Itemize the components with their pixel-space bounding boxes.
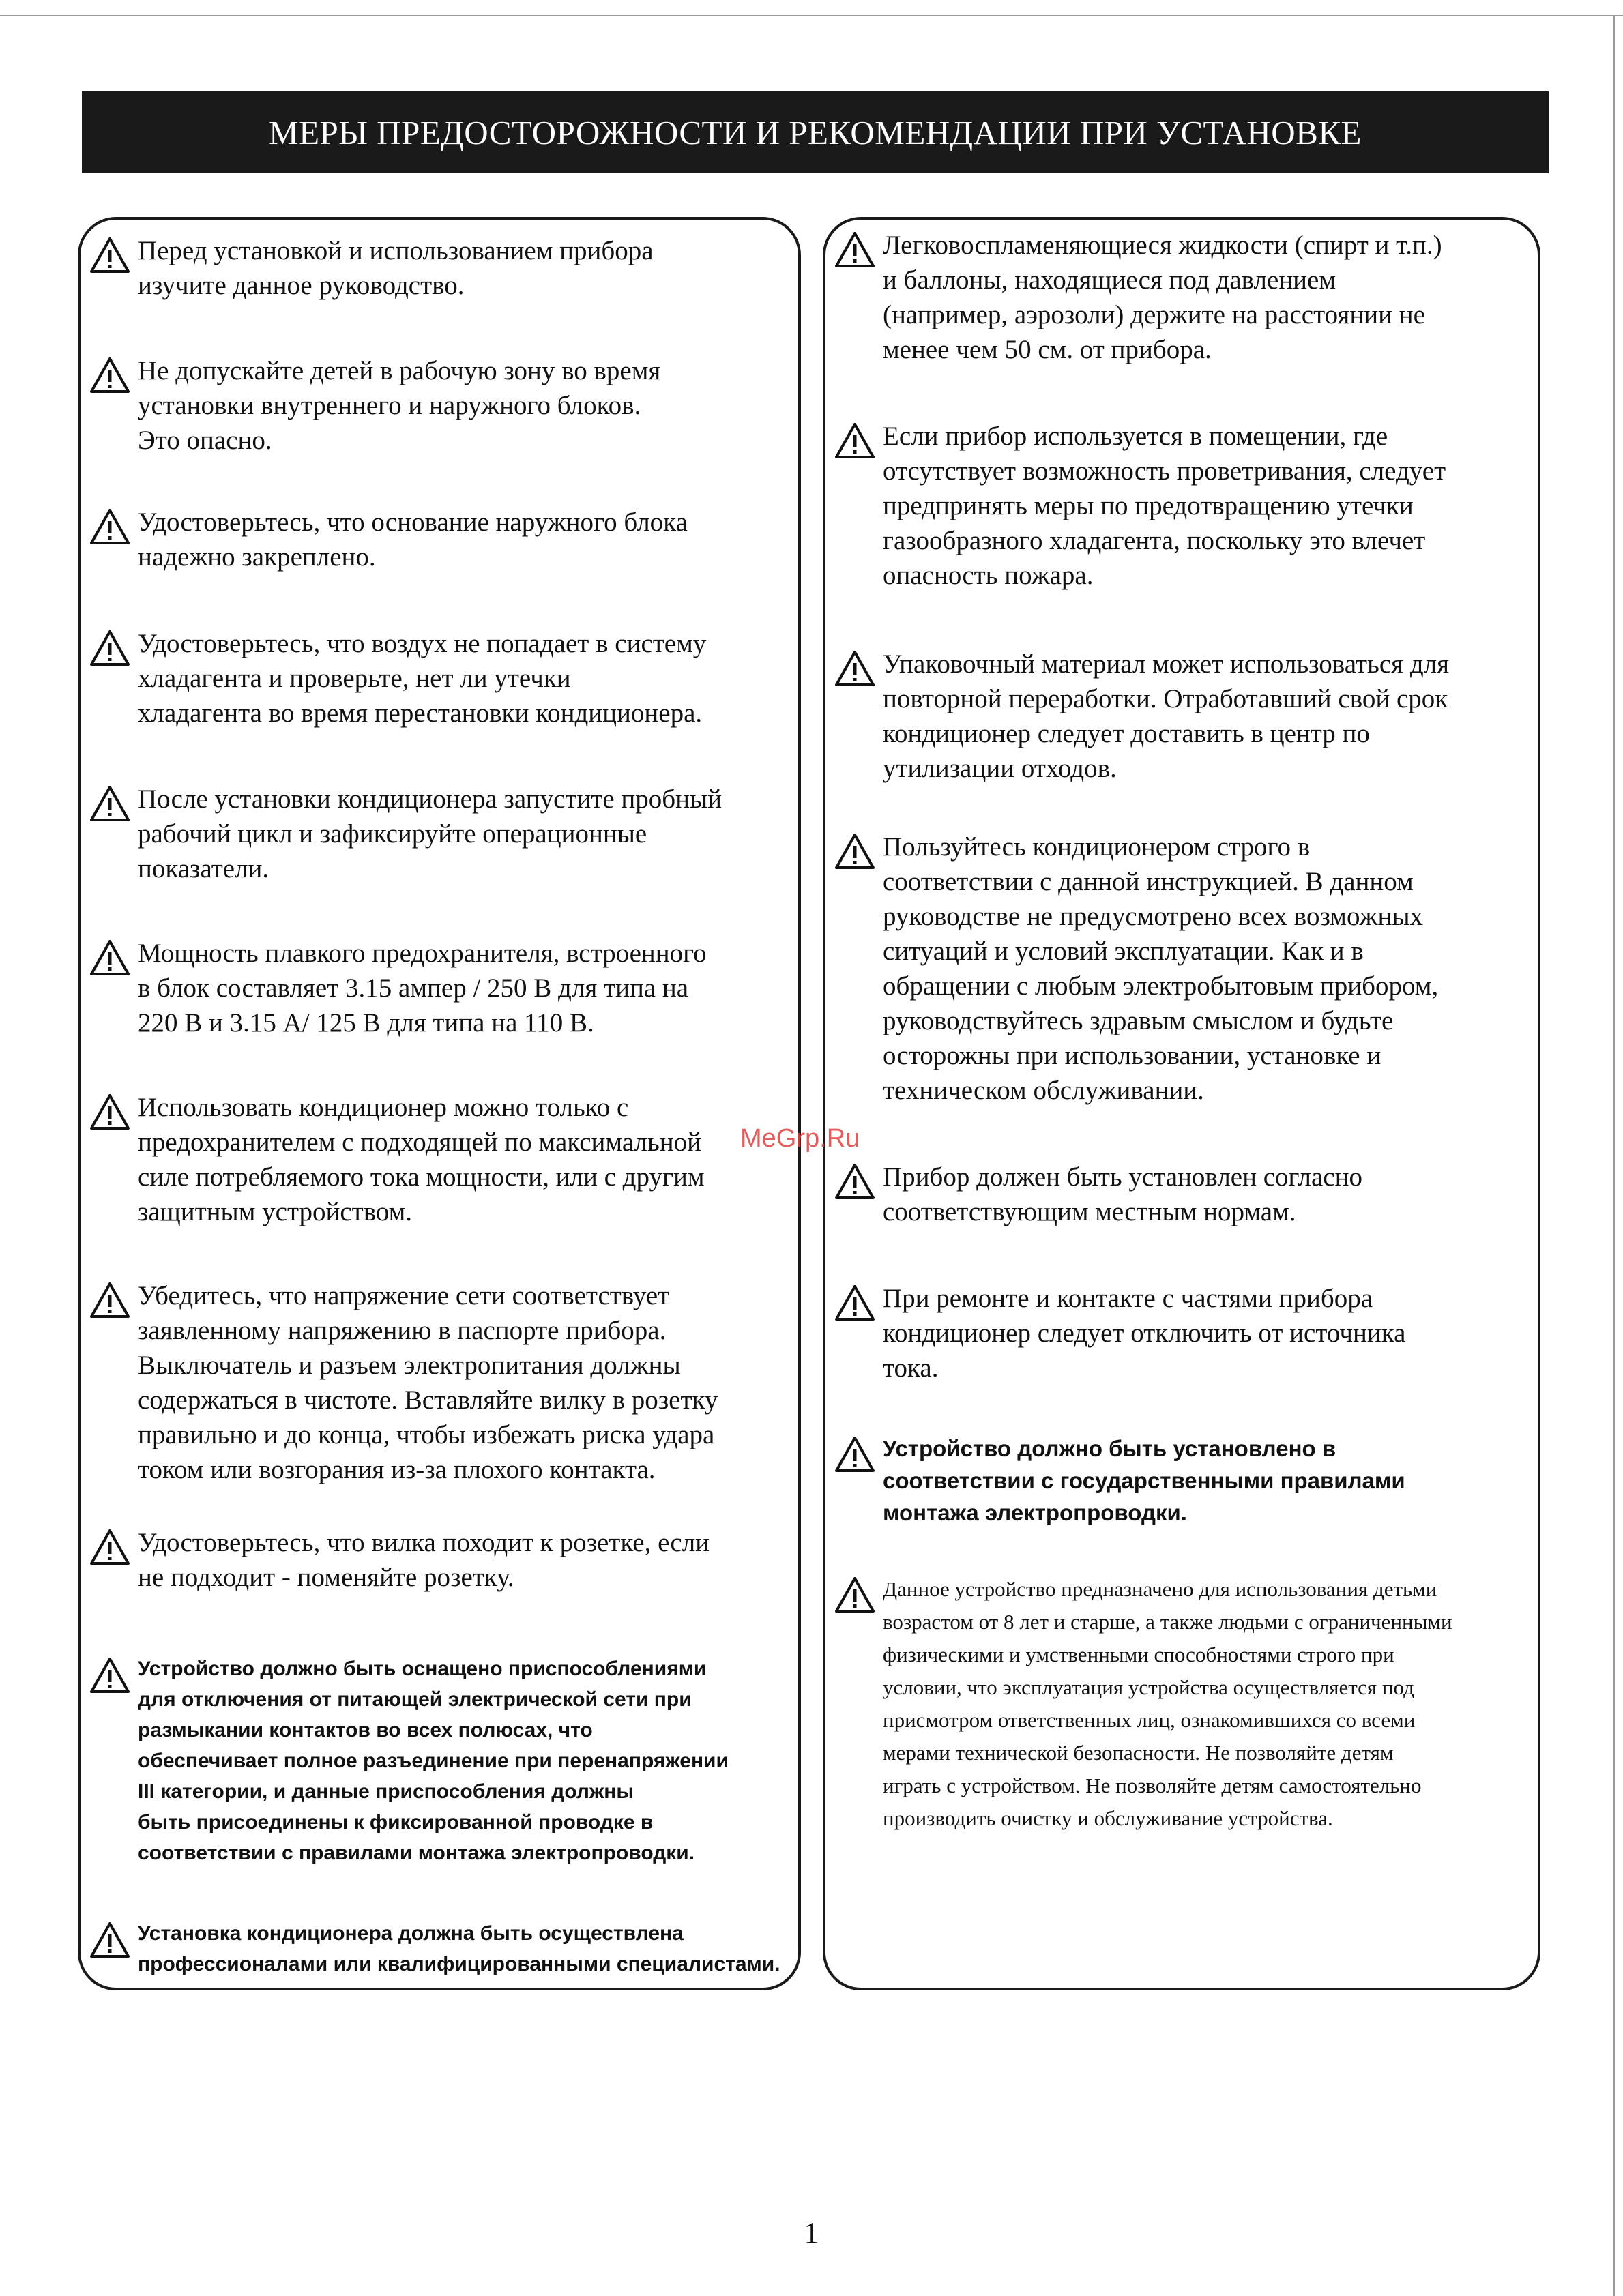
precaution-text: Использовать кондиционер можно только с предохранителем с подходящей по максимальной силе потребляемого тока мощности, или с другим защитным устройством. xyxy=(138,1093,705,1226)
precaution-item xyxy=(89,936,707,1040)
precaution-text: Данное устройство предназначено для использования детьми возрастом от 8 лет и старше, а также людьми с ограниченными физическими и умственными способностями строго при условии, что эксплуатация устройства осуществляется под присмотром ответственных лиц, ознакомившихся со всеми мерами технической безопасности. Не позволяйте детям играть с устройством. Не позволяйте детям самостоятельно производить очистку и обслуживание устройства. xyxy=(883,1577,1452,1830)
precaution-item xyxy=(834,1432,1405,1529)
precaution-item xyxy=(89,233,654,303)
precaution-item xyxy=(89,1090,705,1229)
precaution-item xyxy=(89,505,688,574)
precaution-text: Убедитесь, что напряжение сети соответствует заявленному напряжению в паспорте прибора. Выключатель и разъем электропитания должны содержаться в чистоте. Вставляйте вилку в розетку правильно и до конца, чтобы избежать риска удара током или возгорания из-за плохого контакта. xyxy=(138,1281,718,1484)
precaution-item xyxy=(834,647,1449,786)
precaution-text: Прибор должен быть установлен согласно соответствующим местным нормам. xyxy=(883,1162,1362,1226)
precaution-text: Установка кондиционера должна быть осуществлена профессионалами или квалифицированными специалистами. xyxy=(138,1922,780,1975)
precaution-item xyxy=(834,228,1442,367)
precaution-item xyxy=(89,1653,729,1868)
warning-triangle-icon xyxy=(89,1093,131,1131)
precaution-text: При ремонте и контакте с частями прибора кондиционер следует отключить от источника тока. xyxy=(883,1284,1406,1383)
warning-triangle-icon xyxy=(834,422,876,460)
warning-triangle-icon xyxy=(834,1435,876,1473)
warning-triangle-icon xyxy=(89,1656,131,1694)
precaution-item xyxy=(834,829,1438,1108)
precaution-item xyxy=(834,1573,1452,1835)
precaution-text: Пользуйтесь кондиционером строго в соответствии с данной инструкцией. В данном руководстве не предусмотрено всех возможных ситуаций и условий эксплуатации. Как и в обращении с любым электробытовым прибором, руководствуйтесь здравым смыслом и будьте осторожны при использовании, установке и техническом обслуживании. xyxy=(883,832,1439,1105)
page-title: МЕРЫ ПРЕДОСТОРОЖНОСТИ И РЕКОМЕНДАЦИИ ПРИ УСТАНОВКЕ xyxy=(269,113,1362,151)
precaution-text: Легковоспламеняющиеся жидкости (спирт и т.п.) и баллоны, находящиеся под давлением (например, аэрозоли) держите на расстоянии не менее чем 50 см. от прибора. xyxy=(883,231,1442,364)
warning-triangle-icon xyxy=(834,832,876,870)
warning-triangle-icon xyxy=(834,1576,876,1614)
precaution-text: Не допускайте детей в рабочую зону во время установки внутреннего и наружного блоков. Это опасно. xyxy=(138,356,661,455)
warning-triangle-icon xyxy=(89,629,131,667)
warning-triangle-icon xyxy=(89,1528,131,1566)
precaution-text: После установки кондиционера запустите пробный рабочий цикл и зафиксируйте операционные показатели. xyxy=(138,784,722,883)
warning-triangle-icon xyxy=(834,649,876,688)
precaution-item xyxy=(834,419,1446,593)
precaution-text: Если прибор используется в помещении, где отсутствует возможность проветривания, следует предпринять меры по предотвращению утечки газообразного хладагента, поскольку это влечет опасность пожара. xyxy=(883,422,1446,590)
precaution-item xyxy=(89,1918,780,1979)
warning-triangle-icon xyxy=(89,236,131,274)
precaution-item xyxy=(89,626,706,731)
precaution-item xyxy=(89,1525,710,1595)
precaution-item xyxy=(834,1281,1405,1385)
precaution-text: Устройство должно быть установлено в соответствии с государственными правилами монтажа электропроводки. xyxy=(883,1436,1405,1525)
warning-triangle-icon xyxy=(834,1162,876,1201)
warning-triangle-icon xyxy=(89,1921,131,1959)
precaution-text: Перед установкой и использованием прибора изучите данное руководство. xyxy=(138,236,654,300)
precaution-text: Удостоверьтесь, что воздух не попадает в систему хладагента и проверьте, нет ли утечки хладагента во время перестановки кондиционера. xyxy=(138,629,707,728)
warning-triangle-icon xyxy=(89,507,131,546)
watermark: MeGrp.Ru xyxy=(740,1124,860,1153)
warning-triangle-icon xyxy=(834,1284,876,1322)
precaution-text: Удостоверьтесь, что вилка походит к розетке, если не подходит - поменяйте розетку. xyxy=(138,1528,710,1592)
warning-triangle-icon xyxy=(834,231,876,269)
page-right-edge xyxy=(1613,15,1615,2296)
precaution-item xyxy=(89,353,660,458)
precaution-item xyxy=(89,1278,718,1487)
precaution-item xyxy=(89,782,722,886)
precaution-text: Упаковочный материал может использоваться для повторной переработки. Отработавший свой срок кондиционер следует доставить в центр по утилизации отходов. xyxy=(883,649,1450,783)
page-number: 1 xyxy=(804,2216,819,2250)
warning-triangle-icon xyxy=(89,1281,131,1319)
warning-triangle-icon xyxy=(89,939,131,977)
precaution-text: Мощность плавкого предохранителя, встроенного в блок составляет 3.15 ампер / 250 В для типа на 220 В и 3.15 А/ 125 В для типа на 110 В. xyxy=(138,939,707,1037)
section-header xyxy=(82,91,1549,173)
precaution-item xyxy=(834,1160,1362,1229)
warning-triangle-icon xyxy=(89,356,131,394)
warning-triangle-icon xyxy=(89,784,131,823)
page-top-edge xyxy=(0,15,1623,16)
precaution-text: Удостоверьтесь, что основание наружного блока надежно закреплено. xyxy=(138,507,688,572)
precaution-text: Устройство должно быть оснащено приспособлениями для отключения от питающей электрической сети при размыкании контактов во всех полюсах, что обеспечивает полное разъединение при перенапряжении III категории, и данные приспособления должны быть присоединены к фиксированной проводке в соответствии с правилами монтажа электропроводки. xyxy=(138,1658,729,1864)
